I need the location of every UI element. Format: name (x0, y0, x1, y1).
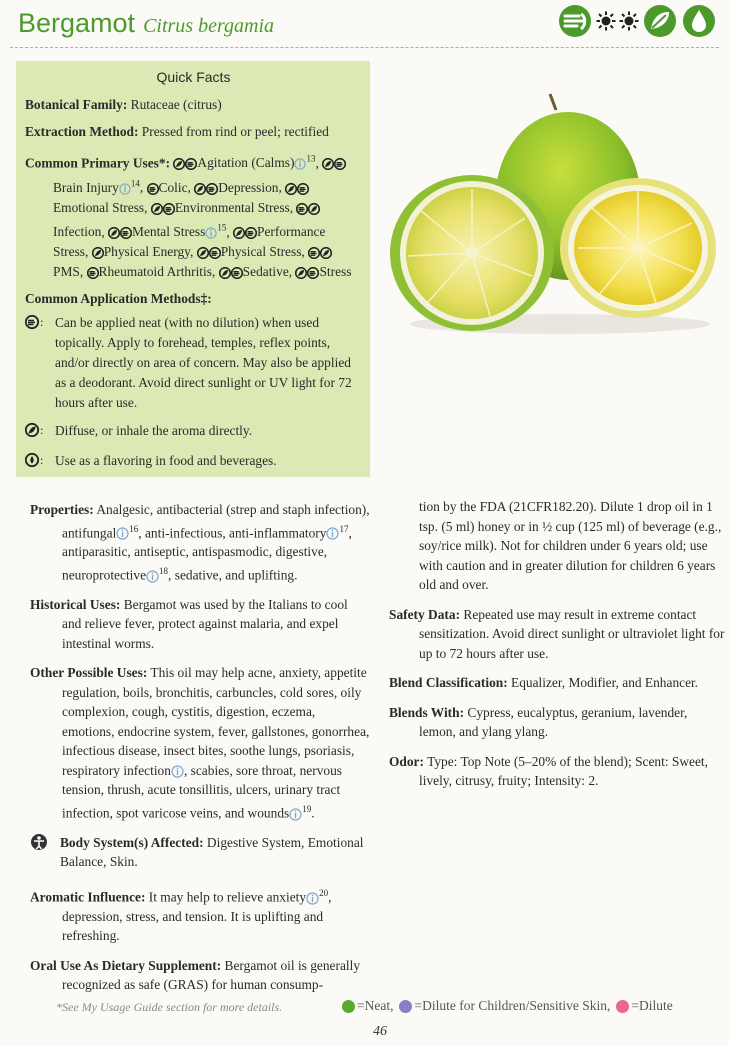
primary-use-item: Sedative (219, 264, 289, 279)
aromatic-icon (295, 267, 307, 279)
application-aromatic: : Diffuse, or inhale the aroma directly. (25, 421, 362, 443)
body-system-icon (30, 833, 48, 851)
topical-icon (120, 227, 132, 239)
dilute-dot (616, 1000, 629, 1013)
left-column (30, 500, 370, 1005)
aromatic-influence: Aromatic Influence: It may help to relieve anxiety $^{20}$, depression, stress, and tension. It is uplifting and refreshing. (30, 887, 332, 944)
topical-icon (25, 315, 47, 329)
legend-neat: =Neat, (357, 998, 394, 1013)
legend-dilute: =Dilute (631, 998, 673, 1013)
oral-use-continued: tion by the FDA (21CFR182.20). Dilute 1 drop oil in 1 tsp. (5 ml) honey or in ½ cup (125 ml) of beverage (e.g., soy/rice milk). Not for children under 6 years old; use with caution and in greater dilution for children 6 years old and over. (419, 499, 722, 592)
primary-use-item: Agitation (Calms) $^{13}$ (173, 155, 315, 170)
internal-icon (681, 3, 717, 39)
historical-uses: Historical Uses: Bergamot was used by the Italians to cool and relieve fever, protect against malaria, and expel intestinal worms. (30, 596, 348, 651)
odor: Odor: Type: Top Note (5–20% of the blend); Scent: Sweet, lively, citrusy, fruity; Intensity: 2. (389, 753, 708, 788)
primary-use-item: Mental Stress $^{15}$ (108, 224, 226, 239)
primary-use-item: Environmental Stress (151, 200, 290, 215)
svg-text::: : (40, 315, 44, 330)
sun-sensitivity-icon (596, 11, 616, 31)
primary-use-item: Depression (194, 180, 278, 195)
safety-data: Safety Data: Repeated use may result in extreme contact sensitization. Avoid direct sunlight or ultraviolet light for up to 72 hours after use. (389, 606, 725, 661)
research-icon (116, 527, 129, 540)
aromatic-icon (308, 203, 320, 215)
blend-classification: Blend Classification: Equalizer, Modifier, and Enhancer. (389, 675, 699, 690)
topical-icon (87, 267, 99, 279)
other-possible-uses: Other Possible Uses: This oil may help acne, anxiety, appetite regulation, boils, bronchitis, carbuncles, cold sores, oily complexion, cough, cystitis, digestion, eczema, emotions, endocrine system, fever, gallstones, gonorrhea, infectious disease, insect bites, soothe lungs, psoriasis, respiratory infection , scabies, sore throat, nervous tension, thrush, acute tonsillitis, ulcers, urinary tract infection, spot varicose veins, and wounds $^{19}$. (30, 665, 370, 821)
research-icon (119, 183, 131, 195)
aromatic-icon (285, 183, 297, 195)
research-icon (205, 227, 217, 239)
primary-use-item: Infection (53, 200, 320, 239)
aromatic-icon (642, 3, 678, 39)
topical-icon (245, 227, 257, 239)
quick-facts-panel (16, 61, 370, 477)
properties: Properties: Analgesic, antibacterial (strep and staph infection), antifungal $^{16}$, anti-infectious, anti-inflammatory $^{17}$, antiparasitic, antiseptic, antispasmodic, digestive, neuroprotective $^{18}$, sedative, and uplifting. (30, 502, 370, 583)
page-number: 46 (373, 1024, 387, 1039)
topical-icon (297, 183, 309, 195)
topical-icon (147, 183, 159, 195)
aromatic-icon (173, 158, 185, 170)
oil-latin-name: Citrus bergamia (143, 15, 274, 37)
page-title (18, 8, 274, 39)
topical-icon (308, 247, 320, 259)
primary-use-item: Rheumatoid Arthritis (87, 264, 212, 279)
aromatic-icon (322, 158, 334, 170)
primary-use-item: PMS (53, 244, 332, 279)
aromatic-icon (108, 227, 120, 239)
research-icon (171, 765, 184, 778)
research-icon (294, 158, 306, 170)
primary-use-item: Performance Stress (53, 224, 326, 260)
topical-icon (334, 158, 346, 170)
research-icon (146, 570, 159, 583)
aromatic-icon (92, 247, 104, 259)
aromatic-icon (320, 247, 332, 259)
primary-use-item: Physical Energy (92, 244, 190, 259)
topical-icon (231, 267, 243, 279)
blends-with: Blends With: Cypress, eucalyptus, geranium, lavender, lemon, and ylang ylang. (389, 704, 688, 739)
topical-icon (557, 3, 593, 39)
sun-sensitivity-icon (619, 11, 639, 31)
primary-use-item: Physical Stress (197, 244, 302, 259)
primary-use-item: Colic (147, 180, 188, 195)
research-icon (326, 527, 339, 540)
primary-use-item: Emotional Stress (53, 180, 309, 215)
usage-icons (557, 4, 717, 38)
topical-icon (185, 158, 197, 170)
topical-icon (206, 183, 218, 195)
oil-common-name: Bergamot (18, 8, 136, 38)
topical-icon (209, 247, 221, 259)
primary-uses: Common Primary Uses*: Agitation (Calms) $^{13}$, Brain Injury $^{14}$, Colic, Depression, Emotional Stress, Environmental Stress, Infection, Mental Stress $^{15}$, Performance Stress, Physical Energy, Physical Stress, PMS, Rheumatoid Arthritis, Sedative, Stress (25, 154, 352, 280)
aromatic-icon (233, 227, 245, 239)
bergamot-fruit-photo (380, 88, 724, 338)
svg-text::: : (40, 453, 44, 468)
application-internal: : Use as a flavoring in food and beverages. (25, 451, 362, 473)
header-rule (10, 47, 719, 48)
svg-text::: : (40, 423, 44, 438)
research-icon (289, 808, 302, 821)
primary-use-item: Stress (295, 264, 351, 279)
application-methods-label: Common Application Methods‡: (25, 291, 212, 307)
topical-icon (307, 267, 319, 279)
usage-guide-note: *See My Usage Guide section for more details. (56, 1000, 283, 1014)
botanical-family: Botanical Family: Rutaceae (citrus) (25, 97, 222, 112)
aromatic-icon (219, 267, 231, 279)
right-column (389, 497, 725, 801)
research-icon (306, 892, 319, 905)
application-topical: : Can be applied neat (with no dilution) when used topically. Apply to forehead, temples, reflex points, and/or directly on area of concern. May also be applied as a deodorant. Avoid direct sunlight or UV light for 72 hours after use. (25, 313, 362, 413)
aromatic-icon (25, 423, 47, 437)
body-system: Body System(s) Affected: Digestive System, Emotional Balance, Skin. (30, 833, 370, 872)
aromatic-icon (197, 247, 209, 259)
neat-dot (342, 1000, 355, 1013)
topical-icon (296, 203, 308, 215)
dilute-children-dot (399, 1000, 412, 1013)
aromatic-icon (151, 203, 163, 215)
oral-use: Oral Use As Dietary Supplement: Bergamot oil is generally recognized as safe (GRAS) for human consump- (30, 957, 361, 993)
extraction-method: Extraction Method: Pressed from rind or peel; rectified (25, 124, 329, 139)
legend-dilute-children: =Dilute for Children/Sensitive Skin, (414, 998, 611, 1013)
aromatic-icon (194, 183, 206, 195)
topical-icon (163, 203, 175, 215)
quick-facts-title: Quick Facts (156, 69, 231, 85)
dilution-legend (336, 998, 673, 1014)
internal-icon (25, 453, 47, 467)
primary-use-item: Brain Injury $^{14}$ (53, 155, 346, 194)
primary-uses-list: Agitation (Calms) $^{13}$, Brain Injury $^{14}$, Colic, Depression, Emotional Stress, Environmental Stress, Infection, Mental Stress $^{15}$, Performance Stress, Physical Energy, Physical Stress, PMS, Rheumatoid Arthritis, Sedative, Stress (53, 154, 352, 280)
